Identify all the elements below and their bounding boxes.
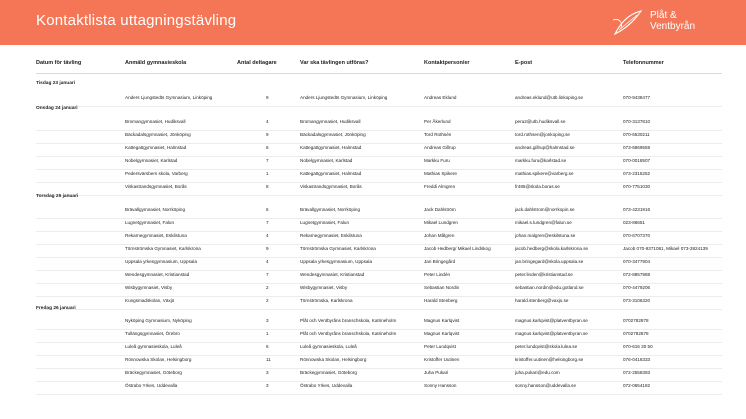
- table-row: [0, 298, 746, 311]
- cell-participants: 2: [266, 285, 269, 290]
- cell-phone: 073-2315252: [623, 171, 651, 176]
- cell-phone: 076-0416333: [623, 357, 651, 362]
- cell-contact: Sonny Hansson: [424, 383, 457, 388]
- table-row: [0, 370, 746, 383]
- cell-location: Wendesgymnasiet, Kristianstad: [300, 272, 365, 277]
- cell-contact: Peter Lundqvist: [424, 344, 456, 349]
- cell-phone: 072-0654182: [623, 383, 651, 388]
- cell-phone: 070-3477904: [623, 259, 651, 264]
- cell-school: Rekarnegymnasiet, Eskilstuna: [125, 233, 187, 238]
- table-row: [0, 95, 746, 108]
- cell-phone: 073-3106320: [623, 298, 651, 303]
- cell-phone: 072-8857988: [623, 272, 651, 277]
- cell-school: Kattegattgymnasiet, Halmstad: [125, 145, 187, 150]
- cell-phone: 0702782878: [623, 331, 649, 336]
- column-header-contact: Kontaktperson/er: [424, 60, 470, 66]
- cell-location: Plåt och Ventbyråns branschskola, Katrineholm: [300, 318, 397, 323]
- table-row: [0, 246, 746, 259]
- cell-school: Wisbygymnasiet, Visby: [125, 285, 173, 290]
- cell-contact: Kristoffer Uutinen: [424, 357, 460, 362]
- table-row: [0, 344, 746, 357]
- cell-participants: 3: [266, 383, 269, 388]
- day-label: Tisdag 23 januari: [36, 81, 76, 86]
- cell-school: Anders Ljungstedts Gymnasium, Linköping: [125, 95, 213, 100]
- cell-contact: Andreas Gillrup: [424, 145, 456, 150]
- cell-phone: 023-86651: [623, 220, 645, 225]
- header-banner: [0, 0, 746, 45]
- cell-school: Rönnowska Skolan, Helsingborg: [125, 357, 192, 362]
- table-row: [0, 383, 746, 396]
- cell-school: Lugnetgymnasiet, Falun: [125, 220, 175, 225]
- cell-phone: 0702782878: [623, 318, 649, 323]
- cell-contact: Jack Dahlström: [424, 207, 456, 212]
- company-logo: [611, 6, 721, 40]
- table-row: [0, 171, 746, 184]
- cell-school: Viskastrandsgymnasiet, Borås: [125, 184, 187, 189]
- cell-email[interactable]: jack.dahlstrom@norrkopin.se: [515, 207, 575, 212]
- table-row: [0, 220, 746, 233]
- cell-school: Pedersvärsbers skola, Varberg: [125, 171, 188, 176]
- cell-participants: 9: [266, 246, 269, 251]
- logo-line-1: Plåt &: [650, 10, 677, 21]
- table-row: [0, 285, 746, 298]
- table-row: [0, 331, 746, 344]
- cell-school: Nobelgymnasiet, Karlstad: [125, 158, 178, 163]
- cell-contact: Sebastian Nordin: [424, 285, 460, 290]
- cell-participants: 7: [266, 220, 269, 225]
- table-row: [0, 158, 746, 171]
- cell-contact: Mathias Spikere: [424, 171, 457, 176]
- day-label: Fredag 26 januari: [36, 306, 76, 311]
- cell-school: Kungsmadskolan, Växjö: [125, 298, 175, 303]
- table-row: [0, 357, 746, 370]
- cell-location: Törnströmska Gymnasiet, Karlskrona: [300, 246, 376, 251]
- cell-school: Törnströmska Gymnasiet, Karlskrona: [125, 246, 201, 251]
- cell-participants: 7: [266, 272, 269, 277]
- cell-contact: Johan Målgren: [424, 233, 455, 238]
- cell-phone: 073-6869559: [623, 145, 651, 150]
- cell-school: Bromangymnasiet, Hudiksvall: [125, 119, 186, 124]
- cell-email[interactable]: kristoffer.uutinen@helsingborg.se: [515, 357, 584, 362]
- column-header-location: Var ska tävlingen utföras?: [300, 60, 369, 66]
- cell-school: Bäckadalsgymnasiet, Jönköping: [125, 132, 191, 137]
- cell-location: Bromangymnasiet, Hudiksvall: [300, 119, 361, 124]
- logo-leaf-icon: [611, 8, 645, 38]
- cell-contact: Juha Pukari: [424, 370, 449, 375]
- column-header-school: Anmäld gymnasieskola: [125, 60, 187, 66]
- table-row: [0, 184, 746, 197]
- cell-phone: 073-4231916: [623, 207, 651, 212]
- cell-contact: Freddi Almgren: [424, 184, 456, 189]
- table-row: [0, 132, 746, 145]
- cell-participants: 6: [266, 145, 269, 150]
- cell-phone: Jacob 070-9371081, Mikael 073-3824139: [623, 246, 708, 251]
- cell-school: Uppsala yrkesgymnasium, Uppsala: [125, 259, 197, 264]
- cell-contact: Jacob Hedberg/ Mikael Lindskog: [424, 246, 491, 251]
- cell-contact: Andreas Eklund: [424, 95, 457, 100]
- cell-phone: 070-4479206: [623, 285, 651, 290]
- cell-location: Bäckadalsgymnasiet, Jönköping: [300, 132, 366, 137]
- cell-school: Bräckegymnasiet, Göteborg: [125, 370, 182, 375]
- cell-location: Uppsala yrkesgymnasium, Uppsala: [300, 259, 372, 264]
- cell-contact: Peter Lindén: [424, 272, 451, 277]
- table-row: [0, 119, 746, 132]
- cell-email[interactable]: fr485@skola.boras.se: [515, 184, 560, 189]
- cell-email[interactable]: juha.pukari@edu.com: [515, 370, 560, 375]
- cell-participants: 9: [266, 132, 269, 137]
- header-divider: [36, 73, 722, 74]
- cell-phone: 070-9438477: [623, 95, 651, 100]
- logo-line-2: Ventbyrån: [650, 21, 696, 32]
- cell-email[interactable]: jacob.hedberg@skola.karlskrona.se: [515, 246, 589, 251]
- cell-location: Wisbygymnasiet, Visby: [300, 285, 348, 290]
- cell-phone: 070-7751030: [623, 184, 651, 189]
- cell-email[interactable]: peter.lundqvist@skola.lulea.se: [515, 344, 578, 349]
- cell-email[interactable]: jan.bringegard@skola.uppsala.se: [515, 259, 584, 264]
- cell-email[interactable]: pera2@utb.hudiksvall.se: [515, 119, 566, 124]
- cell-location: Viskastrandsgymnasiet, Borås: [300, 184, 362, 189]
- cell-location: Anders Ljungstedts Gymnasium, Linköping: [300, 95, 388, 100]
- cell-contact: Magnus Karlqvist: [424, 331, 460, 336]
- cell-contact: Per Åkerlund: [424, 119, 451, 124]
- cell-participants: 9: [266, 95, 269, 100]
- page-title: Kontaktlista uttagningstävling: [36, 12, 237, 29]
- cell-phone: 070-0018507: [623, 158, 651, 163]
- table-row: [0, 318, 746, 331]
- cell-email[interactable]: harald.stenberg@vaxjo.se: [515, 298, 569, 303]
- cell-contact: Magnus Karlqvist: [424, 318, 460, 323]
- column-header-email: E-post: [515, 60, 533, 66]
- cell-phone: 070-6707370: [623, 233, 651, 238]
- cell-school: Luleå gymnasieskola, Luleå: [125, 344, 182, 349]
- table-row: [0, 272, 746, 285]
- cell-participants: 2: [266, 298, 269, 303]
- cell-participants: 8: [266, 184, 269, 189]
- cell-phone: 070-6530211: [623, 132, 650, 137]
- cell-participants: 4: [266, 119, 269, 124]
- cell-contact: Harald Stenberg: [424, 298, 458, 303]
- cell-location: Nobelgymnasiet, Karlstad: [300, 158, 353, 163]
- cell-email[interactable]: mathias.spikere@varberg.se: [515, 171, 574, 176]
- cell-email[interactable]: johan.malgren@eskilstuna.se: [515, 233, 576, 238]
- cell-phone: 072-2558393: [623, 370, 651, 375]
- cell-email[interactable]: magnus.karlqvist@platventbyran.se: [515, 318, 588, 323]
- cell-participants: 4: [266, 233, 269, 238]
- cell-email[interactable]: sonny.hansson@uddevalla.se: [515, 383, 577, 388]
- cell-participants: 7: [266, 158, 269, 163]
- day-label: Onsdag 24 januari: [36, 106, 78, 111]
- cell-participants: 4: [266, 259, 269, 264]
- cell-location: Törnströmska, Karlskrona: [300, 298, 353, 303]
- cell-phone: 070-3137810: [623, 119, 651, 124]
- cell-contact: Jan Bringegård: [424, 259, 456, 264]
- cell-email[interactable]: markku.furu@karlstad.se: [515, 158, 567, 163]
- cell-participants: 3: [266, 370, 269, 375]
- cell-email[interactable]: tord.rothsen@jonkoping.se: [515, 132, 570, 137]
- cell-email[interactable]: mikael.s.lundgren@falun.se: [515, 220, 572, 225]
- column-header-participants: Antal deltagare: [237, 60, 277, 66]
- cell-location: Östrabo Yrkes, Uddevalla: [300, 383, 353, 388]
- cell-participants: 6: [266, 207, 269, 212]
- cell-contact: Tord Rothsén: [424, 132, 452, 137]
- column-header-phone: Telefonnummer: [623, 60, 664, 66]
- cell-school: Tullängsgymnasiet, Örebro: [125, 331, 180, 336]
- table-row: [0, 207, 746, 220]
- cell-contact: Mikael Lundgren: [424, 220, 458, 225]
- column-header-date: Datum för tävling: [36, 60, 82, 66]
- cell-location: Rekarnegymnasiet, Eskilstuna: [300, 233, 362, 238]
- table-row: [0, 145, 746, 158]
- cell-location: Rönnowska Skolan, Helsingborg: [300, 357, 367, 362]
- cell-school: Wendesgymnasiet, Kristianstad: [125, 272, 190, 277]
- cell-location: Kattegattgymnasiet, Halmstad: [300, 145, 362, 150]
- cell-location: Plåt och Ventbyråns branschskola, Katrineholm: [300, 331, 397, 336]
- cell-email[interactable]: andreas.eklund@utb.linkoping.se: [515, 95, 584, 100]
- cell-email[interactable]: peter.linden@kristianstad.se: [515, 272, 573, 277]
- cell-participants: 3: [266, 318, 269, 323]
- cell-email[interactable]: sebastian.nordin@edu.gotland.se: [515, 285, 584, 290]
- cell-location: Bräckegymnasiet, Göteborg: [300, 370, 357, 375]
- cell-contact: Markku Furu: [424, 158, 450, 163]
- cell-location: Luleå gymnasieskola, Luleå: [300, 344, 357, 349]
- cell-school: Nyköping Gymnasium, Nyköping: [125, 318, 192, 323]
- cell-school: Östrabo Yrkes, Uddevalla: [125, 383, 178, 388]
- cell-location: Brävallgymnasiet, Norrköping: [300, 207, 360, 212]
- cell-participants: 1: [266, 171, 269, 176]
- cell-location: Kattegattgymnasiet, Halmstad: [300, 171, 362, 176]
- table-row: [0, 233, 746, 246]
- cell-participants: 6: [266, 344, 269, 349]
- cell-participants: 11: [266, 357, 271, 362]
- cell-location: Lugnetgymnasiet, Falun: [300, 220, 350, 225]
- table-row: [0, 259, 746, 272]
- day-label: Torsdag 25 januari: [36, 194, 79, 199]
- cell-phone: 070-616 30 50: [623, 344, 653, 349]
- cell-email[interactable]: magnus.karlqvist@platventbyran.se: [515, 331, 588, 336]
- logo-text: [650, 10, 695, 32]
- cell-school: Brävallgymnasiet, Norrköping: [125, 207, 185, 212]
- cell-participants: 1: [266, 331, 269, 336]
- cell-email[interactable]: andreas.gillrup@halmstad.se: [515, 145, 575, 150]
